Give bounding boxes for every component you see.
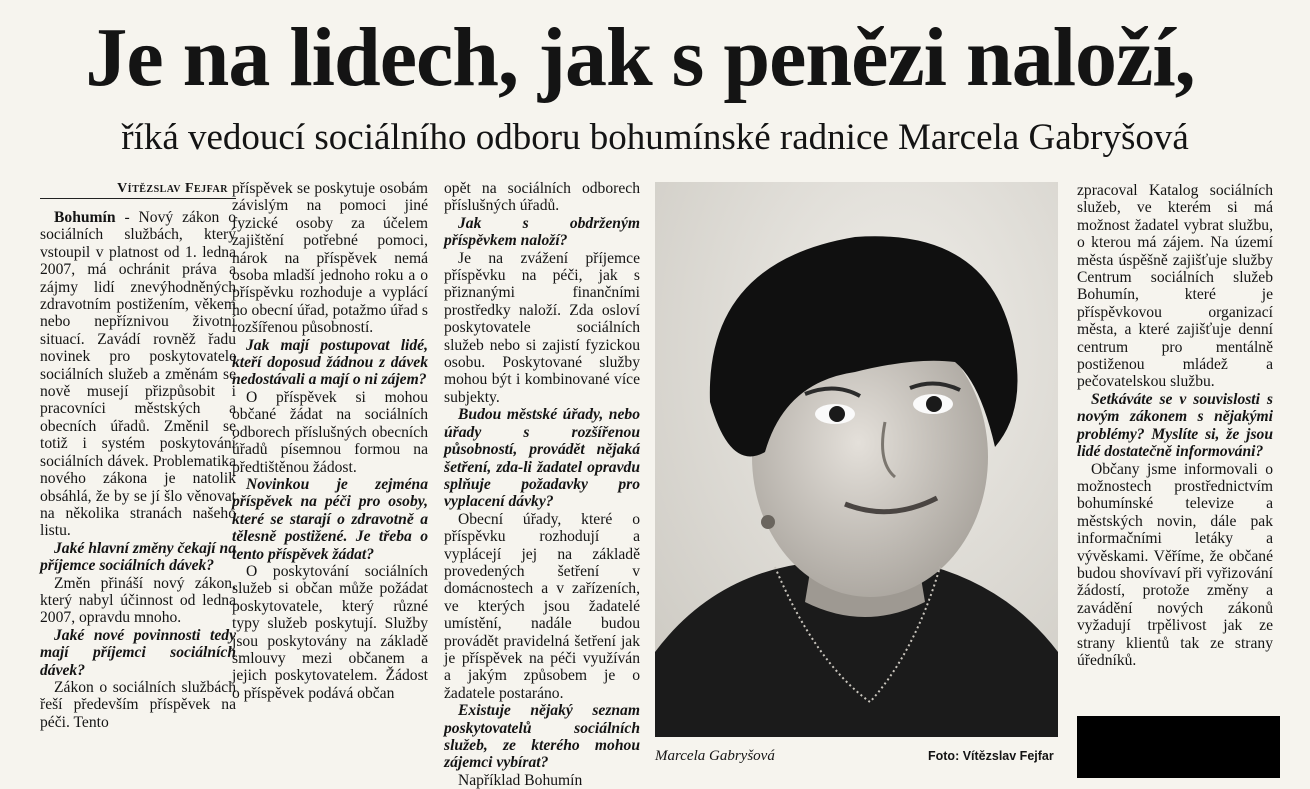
subheadline: říká vedoucí sociálního odboru bohumínské radnice Marcela Gabryšová: [121, 117, 1189, 158]
article-column-3: [444, 180, 640, 789]
lead-text: - Nový zákon o sociálních službách, který vstoupil v platnost od 1. ledna 2007, má ochránit práva a zájmy lidí znevýhodněných zdravotním postižením, věkem nebo nepříznivou životní situací. Zavádí rovněž řadu novinek pro poskytovatele sociálních služeb a změnám se nově musejí přizpůsobit i pracovníci městských a obecních úřadů. Změnil se totiž i systém poskytování sociálních dávek. Problematika nového zákona je natolik obsáhlá, že by se jí šlo věnovat na několika stranách našeho listu.: [40, 209, 236, 540]
headline: Je na lidech, jak s penězi naloží,: [85, 11, 1195, 104]
interview-answer: zpracoval Katalog sociálních služeb, ve kterém si má možnost žadatel vybrat službu, o kterou má zájem. Na území města úspěšně zajišťuje služby Centrum sociálních služeb Bohumín, které je příspěvkovou organizací města, a které zajišťuje denní centrum pro mentálně postiženou mládež a pečovatelskou službu.: [1077, 182, 1273, 391]
interview-question: Novinkou je zejména příspěvek na péči pro osoby, které se starají o zdravotně a tělesně postižené. Je třeba o tento příspěvek žádat?: [232, 475, 428, 563]
interview-answer: Například Bohumín: [458, 771, 583, 789]
interview-answer: Občany jsme informovali o možnostech prostřednictvím bohumínské televize a městských novin, dále pak informačními letáky a vývěskami. Věříme, že občané budou shovívaví při vyřizování žádostí, protože změny a zavádění nových zákonů vyžadují trpělivost jak ze strany klientů tak ze strany úředníků.: [1077, 460, 1273, 669]
interview-question: Existuje nějaký seznam poskytovatelů sociálních služeb, ze kterého mohou zájemci vybírat?: [444, 702, 640, 772]
interview-answer: Je na zvážení příjemce příspěvku na péči, jak s přiznanými finančními prostředky naloží. Zda osloví poskytovatele sociálních služeb nebo si zajistí fyzickou osobu. Poskytované služby mohou být i kombinované více subjekty.: [444, 249, 640, 406]
interview-answer: Zákon o sociálních službách řeší především příspěvek na péči. Tento: [40, 678, 236, 731]
interview-answer: O poskytování sociálních služeb si občan může požádat poskytovatele, který různé typy služeb poskytují. Služby jsou poskytovány na základě smlouvy mezi občanem a jejich poskytovatelem. Žádost o příspěvek podává občan: [232, 562, 428, 702]
interview-question: Jak mají postupovat lidé, kteří doposud žádnou z dávek nedostávali a mají o ni zájem?: [232, 336, 428, 389]
portrait-photo: [655, 182, 1058, 737]
interview-answer: opět na sociálních odborech příslušných úřadů.: [444, 180, 640, 215]
photo-credit: Foto: Vítězslav Fejfar: [928, 749, 1054, 763]
interview-answer: Obecní úřady, které o příspěvku rozhodují a vyplácejí jej na základě provedených šetření v domácnostech a v zařízeních, ve kterých jsou žadatelé umístění, nadále budou provádět pravidelná šetření jak je příspěvek na péči využíván a jakým způsobem je o žadatele postaráno.: [444, 510, 640, 702]
portrait-illustration: [655, 182, 1058, 737]
photo-caption: Marcela Gabryšová: [655, 748, 775, 764]
interview-question: Budou městské úřady, nebo úřady s rozšířenou působností, provádět nějaká šetření, zda-li žadatel opravdu splňuje požadavky pro vyplacení dávky?: [444, 406, 640, 511]
interview-question: Jak s obdrženým příspěvkem naloží?: [444, 214, 640, 250]
interview-question: Jaké hlavní změny čekají na příjemce sociálních dávek?: [40, 539, 236, 575]
lead-paragraph: [40, 209, 236, 540]
interview-answer: O příspěvek si mohou občané žádat na sociálních odborech příslušných obecních úřadů písemnou formou na předtištěnou žádost.: [232, 388, 428, 476]
interview-question: Jaké nové povinnosti tedy mají příjemci sociálních dávek?: [40, 626, 236, 679]
interview-question: Setkáváte se v souvislosti s novým zákonem s nějakými problémy? Myslíte si, že jsou lidé dostatečně informováni?: [1077, 390, 1273, 461]
lead-place: Bohumín: [54, 209, 116, 226]
article-column-2: [232, 180, 428, 760]
article-column-4: [1077, 182, 1273, 714]
black-block: [1077, 716, 1280, 778]
article-column-1: [40, 180, 236, 760]
interview-answer: Změn přináší nový zákon, který nabyl účinnost od ledna 2007, opravdu mnoho.: [40, 574, 236, 627]
interview-answer: příspěvek se poskytuje osobám závislým na pomoci jiné fyzické osoby za účelem zajištění potřebné pomoci, nárok na příspěvek nemá osoba mladší jednoho roku a o příspěvku rozhoduje a vyplácí ho obecní úřad, potažmo úřad s rozšířenou působností.: [232, 180, 428, 337]
byline: Vítězslav Fejfar: [40, 180, 236, 199]
